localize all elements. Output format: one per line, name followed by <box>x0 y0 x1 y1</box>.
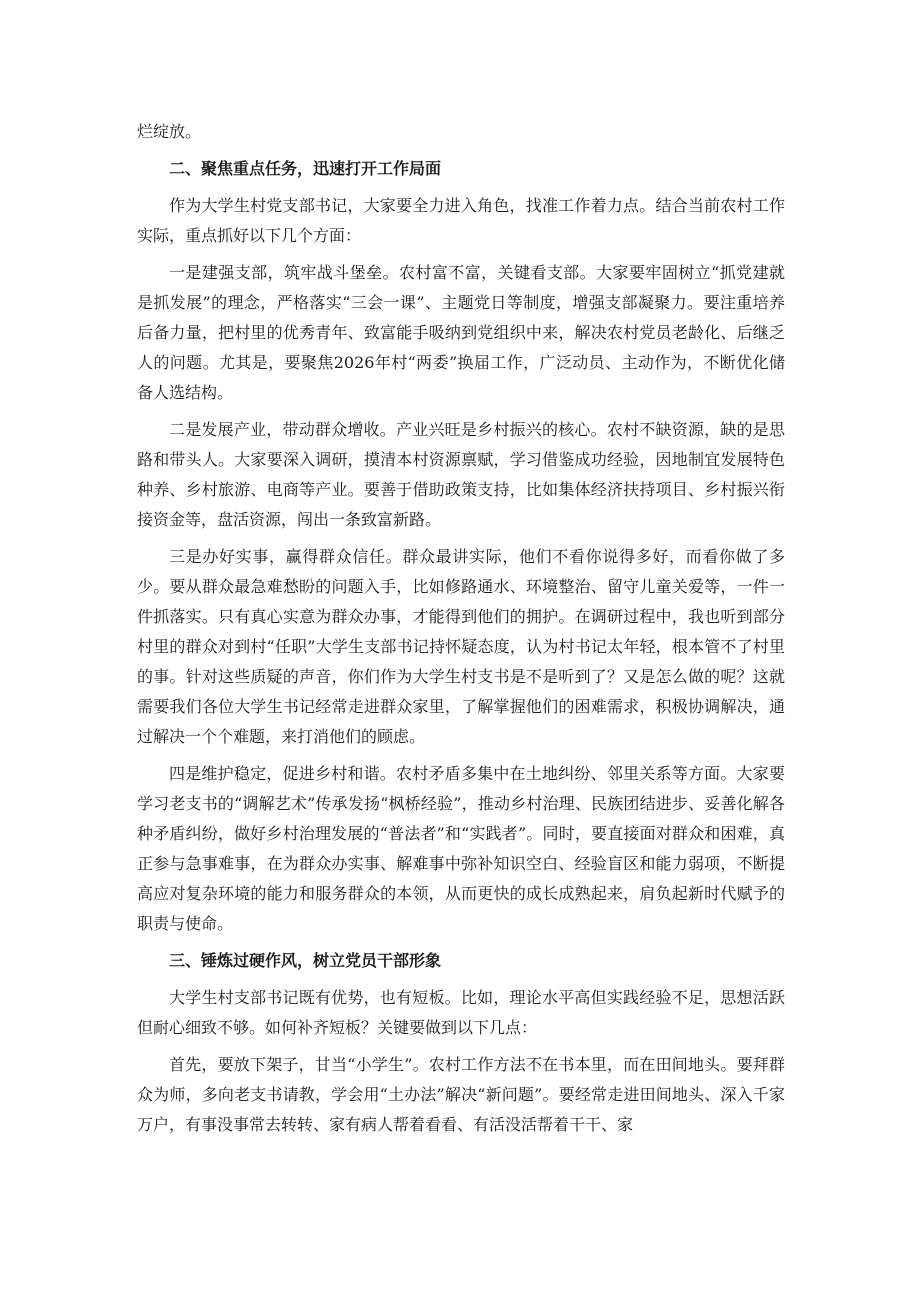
paragraph-point-4: 四是维护稳定，促进乡村和谐。农村矛盾多集中在土地纠纷、邻里关系等方面。大家要学习老支书的“调解艺术”传承发扬“枫桥经验”，推动乡村治理、民族团结进步、妥善化解各种矛盾纠纷，做好乡村治理发展的“普法者”和“实践者”。同时，要直接面对群众和困难，真正参与急事难事，在为群众办实事、解难事中弥补知识空白、经验盲区和能力弱项，不断提高应对复杂环境的能力和服务群众的本领，从而更快的成长成熟起来，肩负起新时代赋予的职责与使命。 <box>137 764 785 933</box>
paragraph-continuation: 烂绽放。 <box>137 122 202 141</box>
paragraph-intro: 作为大学生村党支部书记，大家要全力进入角色，找准工作着力点。结合当前农村工作实际，重点抓好以下几个方面： <box>137 196 785 245</box>
paragraph-point-2: 二是发展产业，带动群众增收。产业兴旺是乡村振兴的核心。农村不缺资源，缺的是思路和带头人。大家要深入调研，摸清本村资源禀赋，学习借鉴成功经验，因地制宜发展特色种养、乡村旅游、电商等产业。要善于借助政策支持，比如集体经济扶持项目、乡村振兴衔接资金等，盘活资源，闯出一条致富新路。 <box>137 420 785 529</box>
paragraph-point-1: 一是建强支部，筑牢战斗堡垒。农村富不富，关键看支部。大家要牢固树立“抓党建就是抓发展”的理念，严格落实“三会一课”、主题党日等制度，增强支部凝聚力。要注重培养后备力量，把村里的优秀青年、致富能手吸纳到党组织中来，解决农村党员老龄化、后继乏人的问题。尤其是，要聚焦2026年村“两委”换届工作，广泛动员、主动作为，不断优化储备人选结构。 <box>137 263 785 402</box>
paragraph-point-3: 三是办好实事，赢得群众信任。群众最讲实际，他们不看你说得多好，而看你做了多少。要从群众最急难愁盼的问题入手，比如修路通水、环境整治、留守儿童关爱等，一件一件抓落实。只有真心实意为群众办事，才能得到他们的拥护。在调研过程中，我也听到部分村里的群众对到村“任职”大学生支部书记持怀疑态度，认为村书记太年轻，根本管不了村里的事。针对这些质疑的声音，你们作为大学生村支书是不是听到了？又是怎么做的呢？这就需要我们各位大学生书记经常走进群众家里，了解掌握他们的困难需求，积极协调解决，通过解决一个个难题，来打消他们的顾虑。 <box>137 547 785 746</box>
paragraph-intro-3: 大学生村支部书记既有优势，也有短板。比如，理论水平高但实践经验不足，思想活跃但耐心细致不够。如何补齐短板？关键要做到以下几点： <box>137 988 785 1037</box>
section-heading-3: 三、锤炼过硬作风，树立党员干部形象 <box>169 951 442 970</box>
document-page <box>137 117 785 1147</box>
section-heading-2: 二、聚焦重点任务，迅速打开工作局面 <box>169 159 442 178</box>
paragraph-first: 首先，要放下架子，甘当“小学生”。农村工作方法不在书本里，而在田间地头。要拜群众为师，多向老支书请教，学会用“土办法”解决“新问题”。要经常走进田间地头、深入千家万户，有事没事常去转转、家有病人帮着看看、有活没活帮着干干、家 <box>137 1055 785 1134</box>
